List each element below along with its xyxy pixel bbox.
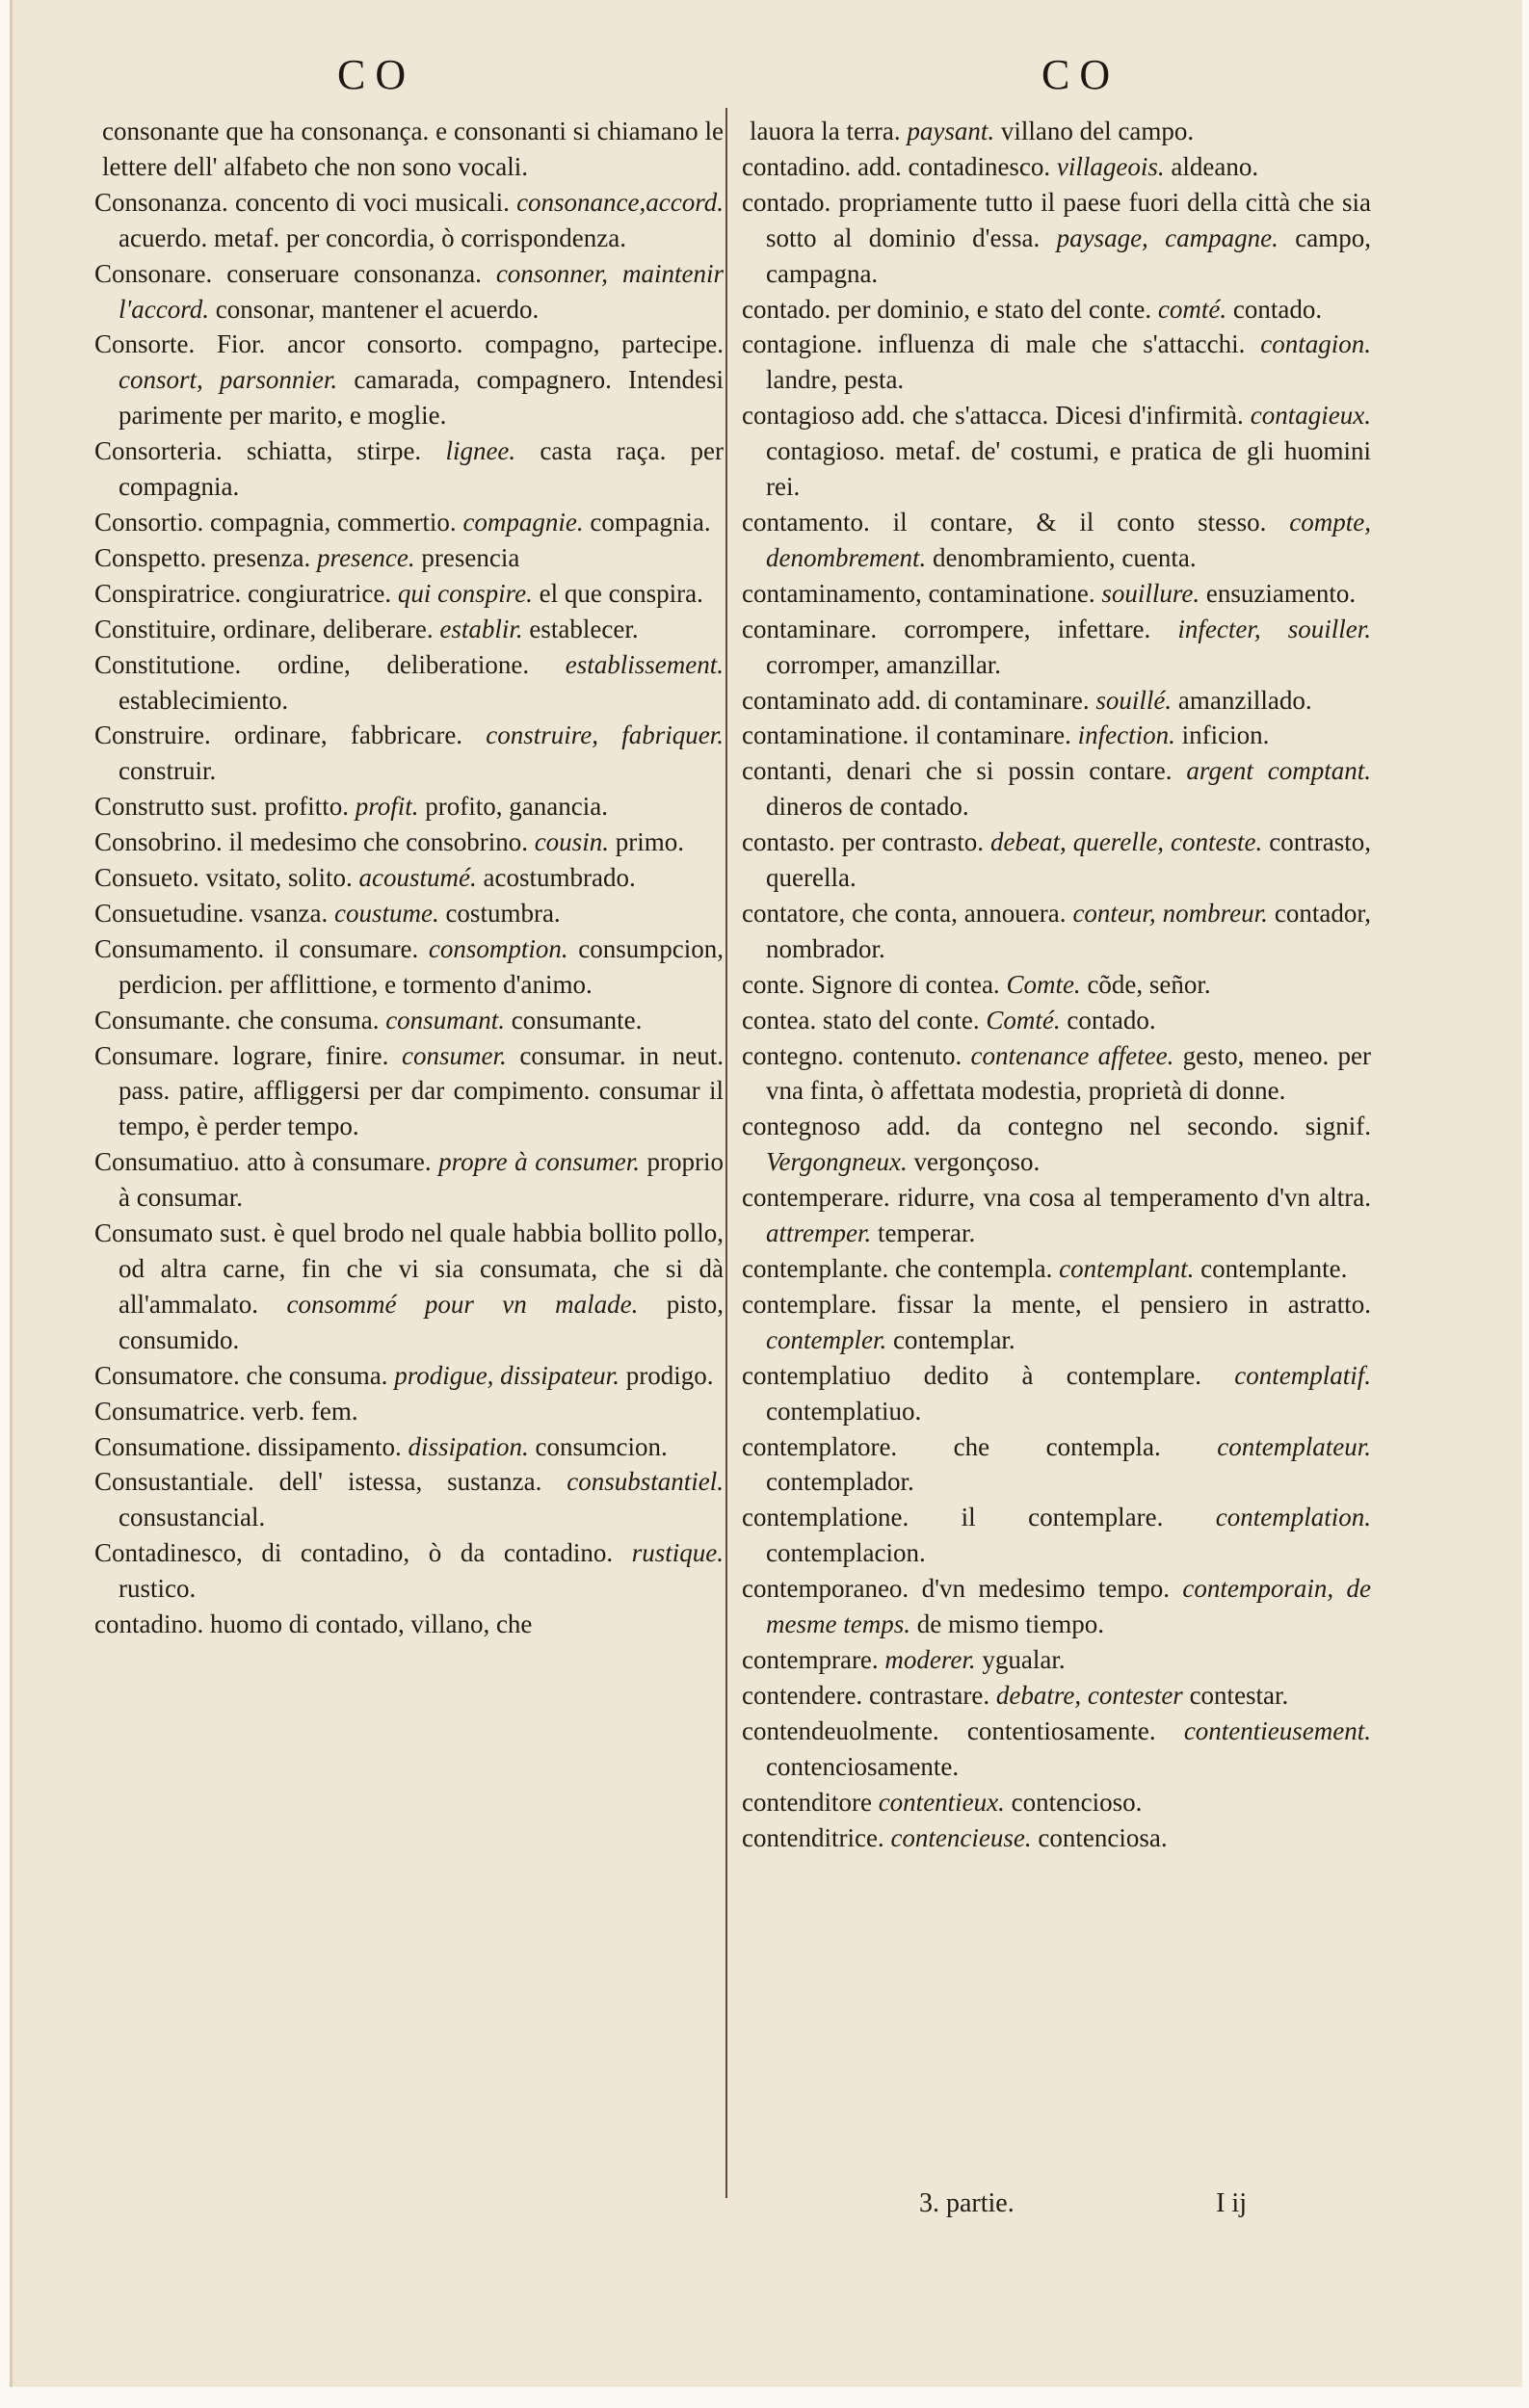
- headword: Consumatiuo.: [94, 1147, 240, 1177]
- dictionary-entry: [94, 1535, 724, 1607]
- dictionary-entry: [742, 576, 1371, 612]
- italian-definition: ordine, deliberatione.: [277, 649, 530, 679]
- dictionary-entry: [742, 718, 1371, 753]
- french-equivalent: establir.: [439, 614, 523, 643]
- italian-definition: presenza.: [213, 542, 311, 572]
- spanish-equivalent: corromper, amanzillar.: [766, 649, 1002, 679]
- spanish-equivalent: ygualar.: [982, 1644, 1066, 1674]
- italian-definition: d'vn medesimo tempo.: [921, 1574, 1170, 1604]
- spanish-equivalent: contemplacion.: [766, 1538, 926, 1568]
- dictionary-entry: [94, 718, 724, 789]
- headword: contagioso: [742, 401, 855, 431]
- italian-definition: huomo di contado, villano, che: [209, 1610, 533, 1639]
- dictionary-entry: [94, 931, 724, 1003]
- italian-definition: schiatta, stirpe.: [246, 436, 422, 466]
- dictionary-entry: [742, 1038, 1371, 1110]
- dictionary-entry: [94, 1003, 724, 1038]
- french-equivalent: rustique.: [631, 1538, 724, 1568]
- headword: contatore,: [742, 898, 846, 928]
- italian-definition: congiuratrice.: [247, 578, 392, 608]
- french-equivalent: dissipation.: [408, 1431, 529, 1461]
- french-equivalent: consort, parsonnier.: [119, 365, 338, 395]
- dictionary-entry: [94, 1038, 724, 1145]
- french-equivalent: presence.: [316, 542, 415, 572]
- running-header-right: CO: [1041, 51, 1120, 98]
- spanish-equivalent: prodigo.: [625, 1360, 714, 1390]
- french-equivalent: contemplant.: [1059, 1254, 1195, 1283]
- italian-definition: che contempla.: [953, 1431, 1161, 1461]
- headword: contemprare.: [742, 1644, 879, 1674]
- headword: Consustantiale.: [94, 1467, 254, 1497]
- headword: contea.: [742, 1005, 817, 1034]
- dictionary-entry: [742, 1003, 1371, 1038]
- dictionary-entry: [742, 1287, 1371, 1358]
- spanish-equivalent: gesto, meneo. per vna finta, ò affettata modestia, proprietà di donne.: [766, 1040, 1372, 1106]
- spanish-equivalent: pisto, consumido.: [119, 1289, 725, 1354]
- french-equivalent: argent comptant.: [1186, 756, 1372, 786]
- dictionary-entry: [94, 1358, 724, 1394]
- french-equivalent: Vergongneux.: [766, 1147, 908, 1177]
- italian-definition: compagnia, commertio.: [210, 507, 457, 537]
- headword: contado.: [742, 187, 831, 217]
- dictionary-entry: [742, 1785, 1371, 1820]
- headword: contadino.: [94, 1610, 204, 1639]
- italian-definition: il medesimo che consobrino.: [228, 827, 528, 857]
- italian-definition: consonante que ha consonança. e consonanti si chiamano le lettere dell' alfabeto che non sono vocali.: [102, 117, 724, 181]
- spanish-equivalent: inficion.: [1181, 720, 1270, 750]
- italian-definition: vsanza.: [250, 898, 329, 928]
- spanish-equivalent: costumbra.: [445, 898, 561, 928]
- spanish-equivalent: campo, campagna.: [766, 222, 1371, 288]
- spanish-equivalent: contado.: [1232, 294, 1323, 324]
- headword: Constituire,: [94, 614, 217, 643]
- headword: contemplatiuo: [742, 1360, 891, 1390]
- french-equivalent: contagion.: [1260, 329, 1372, 359]
- italian-definition: atto à consumare.: [247, 1147, 432, 1177]
- dictionary-entry: [94, 896, 724, 931]
- french-equivalent: construire, fabriquer.: [486, 720, 724, 750]
- dictionary-entry: [94, 1607, 724, 1642]
- dictionary-entry: [94, 505, 724, 540]
- italian-definition: il consumare.: [274, 933, 419, 963]
- italian-definition: ridurre, vna cosa al temperamento d'vn altra.: [897, 1183, 1371, 1213]
- spanish-equivalent: acuerdo. metaf. per concordia, ò corrispondenza.: [119, 222, 627, 252]
- italian-definition: ordinare, deliberare.: [223, 614, 434, 643]
- dictionary-entry: [742, 683, 1371, 719]
- spanish-equivalent: establecimiento.: [119, 685, 289, 715]
- headword: contanti,: [742, 756, 832, 786]
- headword: Consumato: [94, 1218, 214, 1248]
- italian-definition: add. contadinesco.: [857, 151, 1051, 181]
- dictionary-entry: [94, 1144, 724, 1216]
- headword: Consumare.: [94, 1040, 220, 1070]
- french-equivalent: contemporain, de mesme temps.: [766, 1574, 1372, 1639]
- headword: contenditore: [742, 1787, 872, 1817]
- french-equivalent: lignee.: [445, 436, 516, 466]
- spanish-equivalent: contestar.: [1189, 1680, 1289, 1710]
- italian-definition: fissar la mente, el pensiero in astratto.: [896, 1289, 1371, 1319]
- french-equivalent: contenance affetee.: [970, 1040, 1174, 1070]
- italian-definition: il contaminare.: [914, 720, 1071, 750]
- spanish-equivalent: dineros de contado.: [766, 792, 969, 822]
- dictionary-entry: [742, 967, 1371, 1003]
- french-equivalent: moderer.: [884, 1644, 976, 1674]
- french-equivalent: infection.: [1077, 720, 1175, 750]
- french-equivalent: compagnie.: [462, 507, 584, 537]
- spanish-equivalent: rustico.: [119, 1574, 197, 1604]
- spanish-equivalent: camarada, compagnero. Intendesi parimente per marito, e moglie.: [119, 365, 725, 431]
- headword: Consumante.: [94, 1005, 231, 1034]
- french-equivalent: consommé pour vn malade.: [286, 1289, 639, 1319]
- headword: Consumatore.: [94, 1360, 240, 1390]
- spanish-equivalent: contenciosamente.: [766, 1751, 960, 1781]
- french-equivalent: establissement.: [565, 649, 725, 679]
- spanish-equivalent: contencioso.: [1011, 1787, 1143, 1817]
- dictionary-entry: [94, 327, 724, 433]
- spanish-equivalent: casta raça. per compagnia.: [119, 436, 725, 502]
- french-equivalent: prodigue, dissipateur.: [394, 1360, 620, 1390]
- dictionary-entry: [742, 1500, 1371, 1571]
- spanish-equivalent: aldeano.: [1171, 151, 1259, 181]
- dictionary-entry: [742, 327, 1371, 398]
- headword: Conspetto.: [94, 542, 207, 572]
- headword: Consueto.: [94, 863, 199, 893]
- dictionary-entry: [94, 433, 724, 505]
- right-column: [742, 114, 1371, 1855]
- headword: contado.: [742, 294, 831, 324]
- french-equivalent: paysant.: [907, 117, 995, 145]
- italian-definition: contentiosamente.: [966, 1715, 1156, 1745]
- dictionary-entry: [742, 1642, 1371, 1678]
- headword: Consortio.: [94, 507, 204, 537]
- italian-definition: contenuto.: [852, 1040, 962, 1070]
- dictionary-entry: [94, 1429, 724, 1465]
- spanish-equivalent: temperar.: [878, 1218, 976, 1248]
- headword: Consobrino.: [94, 827, 223, 857]
- dictionary-entry: [94, 789, 724, 824]
- french-equivalent: consumant.: [385, 1005, 505, 1034]
- italian-definition: che consuma.: [237, 1005, 380, 1034]
- italian-definition: dedito à contemplare.: [923, 1360, 1201, 1390]
- headword: contemplatione.: [742, 1503, 909, 1532]
- french-equivalent: contagieux.: [1250, 401, 1372, 431]
- italian-definition: lauora la terra.: [750, 117, 901, 145]
- spanish-equivalent: vergonçoso.: [913, 1147, 1041, 1177]
- spanish-equivalent: consumpcion, perdicion. per afflittione, e tormento d'animo.: [119, 933, 724, 999]
- spanish-equivalent: contemplar.: [892, 1324, 1015, 1354]
- dictionary-entry: [742, 292, 1371, 327]
- dictionary-entry: [94, 1216, 724, 1358]
- headword: contendere.: [742, 1680, 863, 1710]
- french-equivalent: souillure.: [1101, 578, 1200, 608]
- spanish-equivalent: consonar, mantener el acuerdo.: [215, 294, 540, 324]
- headword: contegnoso: [742, 1112, 860, 1141]
- dictionary-entry: [742, 896, 1371, 967]
- italian-definition: che consuma.: [246, 1360, 388, 1390]
- headword: Consorteria.: [94, 436, 223, 466]
- spanish-equivalent: proprio à consumar.: [119, 1147, 724, 1213]
- spanish-equivalent: de mismo tiempo.: [916, 1610, 1104, 1639]
- italian-definition: dell' istessa, sustanza.: [278, 1467, 542, 1497]
- dictionary-entry: [742, 1251, 1371, 1287]
- headword: contaminato: [742, 685, 871, 715]
- italian-definition: vsitato, solito.: [205, 863, 353, 893]
- italian-definition: verb. fem.: [251, 1396, 358, 1426]
- italian-definition: lograre, finire.: [232, 1040, 389, 1070]
- italian-definition: dissipamento.: [257, 1431, 402, 1461]
- italian-definition: contrastare.: [868, 1680, 990, 1710]
- dictionary-entry: [94, 647, 724, 719]
- french-equivalent: acoustumé.: [358, 863, 477, 893]
- page-footer: [919, 2188, 1247, 2219]
- italian-definition: stato del conte.: [822, 1005, 980, 1034]
- french-equivalent: Comté.: [986, 1005, 1061, 1034]
- headword: conte.: [742, 969, 805, 999]
- headword: contagione.: [742, 329, 863, 359]
- french-equivalent: contemplation.: [1215, 1503, 1372, 1532]
- spanish-equivalent: villano del campo.: [1000, 117, 1195, 145]
- spanish-equivalent: contrasto, querella.: [766, 827, 1371, 893]
- spanish-equivalent: compagnia.: [590, 507, 711, 537]
- french-equivalent: coustume.: [333, 898, 439, 928]
- french-equivalent: consonner, maintenir l'accord.: [119, 258, 725, 324]
- signature-mark: 3. partie.: [919, 2188, 1015, 2218]
- french-equivalent: villageois.: [1056, 151, 1165, 181]
- french-equivalent: Comte.: [1006, 969, 1081, 999]
- italian-definition: Signore di contea.: [810, 969, 1000, 999]
- headword: Construire.: [94, 720, 211, 750]
- spanish-equivalent: consumar. in neut. pass. patire, affliggersi per dar compimento. consumar il tempo, è perder tempo.: [119, 1040, 725, 1141]
- italian-definition: corrompere, infettare.: [904, 614, 1151, 643]
- spanish-equivalent: ensuziamento.: [1205, 578, 1357, 608]
- french-equivalent: propre à consumer.: [438, 1147, 640, 1177]
- dictionary-entry: [742, 1180, 1371, 1251]
- dictionary-entry: [742, 1820, 1371, 1856]
- dictionary-entry: [742, 1429, 1371, 1501]
- dictionary-entry: [742, 505, 1371, 576]
- headword: contemplante.: [742, 1254, 889, 1283]
- headword: contemperare.: [742, 1183, 890, 1213]
- dictionary-entry: [742, 185, 1371, 292]
- french-equivalent: consonance,accord.: [516, 187, 724, 217]
- dictionary-entry: [742, 149, 1371, 185]
- french-equivalent: contemplatif.: [1234, 1360, 1372, 1390]
- spanish-equivalent: presencia: [421, 542, 520, 572]
- dictionary-entry: [94, 824, 724, 860]
- spanish-equivalent: landre, pesta.: [766, 365, 905, 395]
- headword: contamento.: [742, 507, 870, 537]
- italian-definition: contaminatione.: [928, 578, 1095, 608]
- french-equivalent: debatre, contester: [995, 1680, 1183, 1710]
- headword: Consonare.: [94, 258, 213, 288]
- french-equivalent: souillé.: [1095, 685, 1173, 715]
- french-equivalent: cousin.: [534, 827, 609, 857]
- dictionary-entry: [94, 1394, 724, 1429]
- dictionary-entry: [94, 612, 724, 647]
- dictionary-entry: [742, 1678, 1371, 1714]
- headword: contemplare.: [742, 1289, 878, 1319]
- dictionary-entry: [742, 114, 1371, 149]
- italian-definition: di contadino, ò da contadino.: [261, 1538, 614, 1568]
- headword: contegno.: [742, 1040, 844, 1070]
- italian-definition: denari che si possin contare.: [846, 756, 1173, 786]
- italian-definition: concento di voci musicali.: [234, 187, 510, 217]
- dictionary-entry: [94, 185, 724, 256]
- spanish-equivalent: consumcion.: [535, 1431, 668, 1461]
- french-equivalent: debeat, querelle, conteste.: [990, 827, 1263, 857]
- french-equivalent: contencieuse.: [890, 1822, 1032, 1852]
- headword: contenditrice.: [742, 1822, 884, 1852]
- headword: Consonanza.: [94, 187, 228, 217]
- spanish-equivalent: primo.: [615, 827, 684, 857]
- headword: contaminare.: [742, 614, 878, 643]
- spanish-equivalent: acostumbrado.: [483, 863, 636, 893]
- headword: contasto.: [742, 827, 835, 857]
- italian-definition: che conta, annouera.: [852, 898, 1067, 928]
- headword: Consumatrice.: [94, 1396, 246, 1426]
- french-equivalent: infecter, souiller.: [1177, 614, 1372, 643]
- french-equivalent: comté.: [1157, 294, 1227, 324]
- spanish-equivalent: consustancial.: [119, 1503, 266, 1532]
- french-equivalent: qui conspire.: [397, 578, 533, 608]
- french-equivalent: conteur, nombreur.: [1072, 898, 1268, 928]
- dictionary-entry: [94, 540, 724, 576]
- dictionary-entry: [742, 1714, 1371, 1785]
- dictionary-entry: [94, 114, 724, 185]
- dictionary-entry: [742, 398, 1371, 505]
- french-equivalent: paysage, campagne.: [1056, 222, 1279, 252]
- running-header-left: CO: [337, 51, 416, 98]
- left-column: [94, 114, 724, 1642]
- italian-definition: add. che s'attacca. Dicesi d'infirmità.: [860, 401, 1244, 431]
- french-equivalent: contentieusement.: [1183, 1715, 1371, 1745]
- italian-definition: propriamente tutto il paese fuori della città che sia sotto al dominio d'essa.: [766, 187, 1372, 252]
- spanish-equivalent: contemplante.: [1200, 1254, 1348, 1283]
- dictionary-entry: [742, 753, 1371, 824]
- dictionary-entry: [742, 1358, 1371, 1429]
- headword: contaminamento,: [742, 578, 922, 608]
- headword: Construtto: [94, 792, 205, 822]
- spanish-equivalent: profito, ganancia.: [425, 792, 608, 822]
- dictionary-entry: [94, 1464, 724, 1535]
- italian-definition: add. di contaminare.: [877, 685, 1090, 715]
- headword: Conspiratrice.: [94, 578, 242, 608]
- italian-definition: ordinare, fabbricare.: [233, 720, 463, 750]
- column-divider: [725, 108, 727, 2198]
- french-equivalent: attremper.: [766, 1218, 872, 1248]
- spanish-equivalent: consumante.: [511, 1005, 643, 1034]
- italian-definition: che contempla.: [894, 1254, 1053, 1283]
- spanish-equivalent: contemplatiuo.: [766, 1396, 922, 1426]
- spanish-equivalent: contador, nombrador.: [766, 898, 1372, 963]
- french-equivalent: contempler.: [766, 1324, 887, 1354]
- headword: Contadinesco,: [94, 1538, 243, 1568]
- headword: contendeuolmente.: [742, 1715, 939, 1745]
- italian-definition: conseruare consonanza.: [226, 258, 482, 288]
- headword: contaminatione.: [742, 720, 909, 750]
- italian-definition: per dominio, e stato del conte.: [836, 294, 1152, 324]
- italian-definition: sust. è quel brodo nel quale habbia bollito pollo, od altra carne, fin che vi sia consumata, che si dà all'ammalato.: [119, 1218, 724, 1319]
- dictionary-entry: [94, 860, 724, 896]
- headword: contemporaneo.: [742, 1574, 909, 1604]
- italian-definition: influenza di male che s'attacchi.: [878, 329, 1246, 359]
- headword: contemplatore.: [742, 1431, 898, 1461]
- gathering-mark: I ij: [1216, 2188, 1247, 2218]
- headword: Constitutione.: [94, 649, 242, 679]
- spanish-equivalent: construir.: [119, 756, 217, 786]
- headword: Consuetudine.: [94, 898, 245, 928]
- headword: contadino.: [742, 151, 852, 181]
- french-equivalent: consomption.: [428, 933, 568, 963]
- dictionary-entry: [742, 612, 1371, 683]
- french-equivalent: contemplateur.: [1217, 1431, 1371, 1461]
- headword: Consumamento.: [94, 933, 265, 963]
- french-equivalent: consumer.: [401, 1040, 507, 1070]
- french-equivalent: contentieux.: [878, 1787, 1005, 1817]
- spanish-equivalent: denombramiento, cuenta.: [932, 542, 1197, 572]
- spanish-equivalent: amanzillado.: [1177, 685, 1312, 715]
- french-equivalent: consubstantiel.: [567, 1467, 725, 1497]
- italian-definition: il contare, & il conto stesso.: [892, 507, 1267, 537]
- dictionary-entry: [742, 824, 1371, 896]
- headword: Consorte.: [94, 329, 196, 359]
- headword: Consumatione.: [94, 1431, 251, 1461]
- dictionary-page: [10, 0, 1522, 2387]
- dictionary-entry: [94, 256, 724, 327]
- french-equivalent: compte, denombrement.: [766, 507, 1371, 572]
- italian-definition: Fior. ancor consorto. compagno, partecipe.: [217, 329, 724, 359]
- dictionary-entry: [742, 1571, 1371, 1642]
- italian-definition: add. da contegno nel secondo. signif.: [886, 1112, 1372, 1141]
- spanish-equivalent: cõde, señor.: [1087, 969, 1211, 999]
- italian-definition: per contrasto.: [841, 827, 984, 857]
- italian-definition: sust. profitto.: [210, 792, 350, 822]
- spanish-equivalent: establecer.: [529, 614, 639, 643]
- dictionary-entry: [742, 1109, 1371, 1180]
- italian-definition: il contemplare.: [961, 1503, 1164, 1532]
- spanish-equivalent: contado.: [1067, 1005, 1156, 1034]
- spanish-equivalent: contemplador.: [766, 1467, 914, 1497]
- spanish-equivalent: el que conspira.: [539, 578, 703, 608]
- french-equivalent: profit.: [355, 792, 419, 822]
- dictionary-entry: [94, 576, 724, 612]
- spanish-equivalent: contenciosa.: [1038, 1822, 1168, 1852]
- spanish-equivalent: contagioso. metaf. de' costumi, e pratica de gli huomini rei.: [766, 436, 1371, 502]
